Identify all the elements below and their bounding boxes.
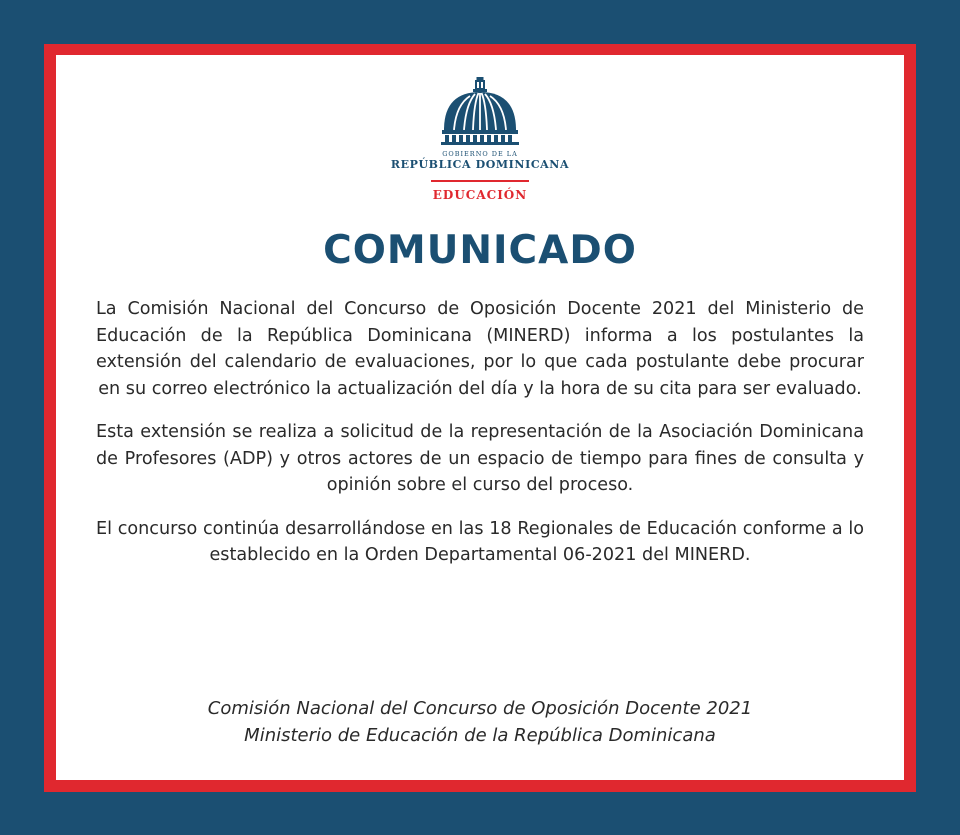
signature-line-1: Comisión Nacional del Concurso de Oposición Docente 2021 — [207, 698, 753, 719]
government-logo — [380, 75, 580, 215]
communique-body — [96, 296, 864, 586]
logo-department: EDUCACIÓN — [432, 188, 528, 202]
paragraph-3: El concurso continúa desarrollándose en las 18 Regionales de Educación conforme a lo establecido en la Orden Departamental 06-2021 del MINERD. — [96, 518, 864, 565]
signature-block — [56, 695, 904, 749]
signature-line-2: Ministerio de Educación de la República Dominicana — [244, 725, 716, 746]
logo-line-gobierno: GOBIERNO DE LA — [442, 150, 518, 158]
communique-card — [56, 55, 904, 780]
page-title: COMUNICADO — [323, 228, 637, 273]
logo-divider — [431, 180, 529, 182]
paragraph-2: Esta extensión se realiza a solicitud de la representación de la Asociación Dominicana de Profesores (ADP) y otros actores de un espacio de tiempo para fines de consulta y opinión sobre el curso del proceso. — [96, 422, 864, 495]
paragraph-1: La Comisión Nacional del Concurso de Oposición Docente 2021 del Ministerio de Educación de la República Dominicana (MINERD) informa a los postulantes la extensión del calendario de evaluaciones, por lo que cada postulante debe procurar en su correo electrónico la actualización del día y la hora de su cita para ser evaluado. — [96, 299, 864, 399]
logo-line-republica: REPÚBLICA DOMINICANA — [390, 158, 570, 171]
dome-icon — [440, 75, 520, 147]
